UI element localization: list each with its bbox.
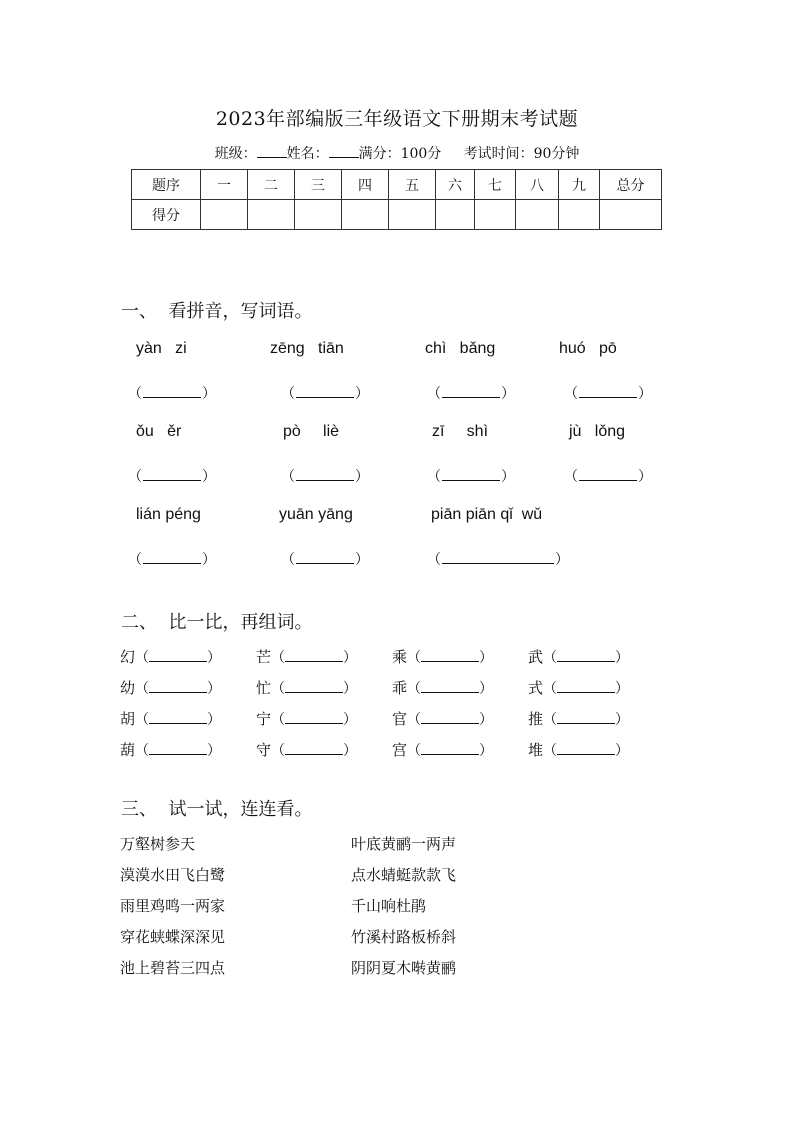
compare-item[interactable]: 推（ ）	[528, 710, 630, 728]
poem-line-left[interactable]: 漠漠水田飞白鹭	[120, 866, 226, 884]
poem-line-right[interactable]: 竹溪村路板桥斜	[351, 928, 457, 946]
class-blank[interactable]	[257, 145, 287, 158]
compare-char: 宁	[256, 710, 272, 728]
score-table-header-row	[132, 170, 662, 200]
score-header-cell: 一	[201, 170, 248, 200]
pinyin-item: lián péng	[136, 506, 201, 523]
compare-char: 芒	[256, 648, 272, 666]
compare-item[interactable]: 守（ ）	[256, 741, 358, 759]
score-header-cell: 二	[248, 170, 295, 200]
answer-blank[interactable]: （ ）	[564, 468, 652, 484]
poem-line-left[interactable]: 穿花蛱蝶深深见	[120, 928, 226, 946]
poem-line-right[interactable]: 点水蜻蜓款款飞	[351, 866, 457, 884]
pinyin-item: ǒu ěr	[136, 423, 182, 440]
compare-item[interactable]: 幻（ ）	[120, 648, 222, 666]
compare-item[interactable]: 幼（ ）	[120, 679, 222, 697]
pinyin-item: yàn zi	[136, 340, 187, 357]
pinyin-item: chì bǎng	[425, 340, 496, 357]
compare-char: 堆	[528, 741, 544, 759]
score-header-cell: 六	[436, 170, 475, 200]
score-cell[interactable]	[389, 200, 436, 230]
compare-char: 胡	[120, 710, 136, 728]
pinyin-item: jù lǒng	[569, 423, 626, 440]
score-cell[interactable]	[295, 200, 342, 230]
exam-title: 2023年部编版三年级语文下册期末考试题	[215, 108, 579, 130]
compare-item[interactable]: 宫（ ）	[392, 741, 494, 759]
compare-item[interactable]: 官（ ）	[392, 710, 494, 728]
score-header-cell: 四	[342, 170, 389, 200]
pinyin-item: huó pō	[559, 340, 617, 357]
score-table	[131, 169, 662, 230]
poem-line-right[interactable]: 千山响杜鹃	[351, 897, 427, 915]
answer-blank-long[interactable]: （ ）	[427, 551, 569, 567]
section3-title: 三、 试一试，连连看。	[121, 799, 313, 820]
score-header-cell: 五	[389, 170, 436, 200]
pinyin-item: zī shì	[432, 423, 489, 440]
score-header-cell: 题序	[132, 170, 201, 200]
answer-blank[interactable]: （ ）	[128, 385, 216, 401]
score-cell[interactable]	[600, 200, 662, 230]
compare-char: 推	[528, 710, 544, 728]
pinyin-item: yuān yāng	[279, 506, 353, 523]
compare-item[interactable]: 武（ ）	[528, 648, 630, 666]
compare-item[interactable]: 葫（ ）	[120, 741, 222, 759]
pinyin-item: pò liè	[283, 423, 340, 440]
pinyin-item: zēng tiān	[270, 340, 344, 357]
compare-item[interactable]: 式（ ）	[528, 679, 630, 697]
score-cell[interactable]	[475, 200, 516, 230]
compare-char: 官	[392, 710, 408, 728]
score-row-label: 得分	[132, 200, 201, 230]
score-cell[interactable]	[342, 200, 389, 230]
compare-item[interactable]: 乖（ ）	[392, 679, 494, 697]
exam-info-line	[0, 143, 794, 163]
compare-item[interactable]: 宁（ ）	[256, 710, 358, 728]
compare-char: 式	[528, 679, 544, 697]
poem-line-left[interactable]: 雨里鸡鸣一两家	[120, 897, 226, 915]
score-header-cell: 三	[295, 170, 342, 200]
answer-blank[interactable]: （ ）	[128, 551, 216, 567]
section2-title: 二、 比一比，再组词。	[121, 612, 313, 633]
compare-char: 宫	[392, 741, 408, 759]
name-label: 姓名：	[286, 146, 329, 162]
score-cell[interactable]	[559, 200, 600, 230]
score-cell[interactable]	[516, 200, 559, 230]
score-label: 满分：100分	[358, 146, 442, 162]
name-blank[interactable]	[329, 145, 359, 158]
answer-blank[interactable]: （ ）	[281, 468, 369, 484]
score-table-score-row	[132, 200, 662, 230]
compare-item[interactable]: 胡（ ）	[120, 710, 222, 728]
score-header-cell: 总分	[600, 170, 662, 200]
answer-blank[interactable]: （ ）	[281, 551, 369, 567]
poem-line-left[interactable]: 万壑树参天	[120, 835, 196, 853]
compare-char: 葫	[120, 741, 136, 759]
poem-line-right[interactable]: 阴阴夏木啭黄鹂	[351, 959, 457, 977]
score-header-cell: 八	[516, 170, 559, 200]
section1-title: 一、 看拼音，写词语。	[121, 301, 313, 322]
time-label: 考试时间：90分钟	[463, 146, 580, 162]
compare-item[interactable]: 芒（ ）	[256, 648, 358, 666]
compare-char: 忙	[256, 679, 272, 697]
answer-blank[interactable]: （ ）	[427, 385, 515, 401]
score-header-cell: 九	[559, 170, 600, 200]
compare-char: 幻	[120, 648, 136, 666]
answer-blank[interactable]: （ ）	[281, 385, 369, 401]
answer-blank[interactable]: （ ）	[128, 468, 216, 484]
class-label: 班级：	[214, 146, 257, 162]
score-header-cell: 七	[475, 170, 516, 200]
compare-char: 守	[256, 741, 272, 759]
compare-item[interactable]: 乘（ ）	[392, 648, 494, 666]
compare-char: 乖	[392, 679, 408, 697]
poem-line-left[interactable]: 池上碧苔三四点	[120, 959, 226, 977]
compare-char: 乘	[392, 648, 408, 666]
compare-char: 武	[528, 648, 544, 666]
answer-blank[interactable]: （ ）	[564, 385, 652, 401]
score-cell[interactable]	[436, 200, 475, 230]
score-cell[interactable]	[201, 200, 248, 230]
poem-line-right[interactable]: 叶底黄鹂一两声	[351, 835, 457, 853]
compare-char: 幼	[120, 679, 136, 697]
answer-blank[interactable]: （ ）	[427, 468, 515, 484]
score-cell[interactable]	[248, 200, 295, 230]
compare-item[interactable]: 堆（ ）	[528, 741, 630, 759]
compare-item[interactable]: 忙（ ）	[256, 679, 358, 697]
pinyin-item: piān piān qǐ wǔ	[431, 506, 543, 523]
